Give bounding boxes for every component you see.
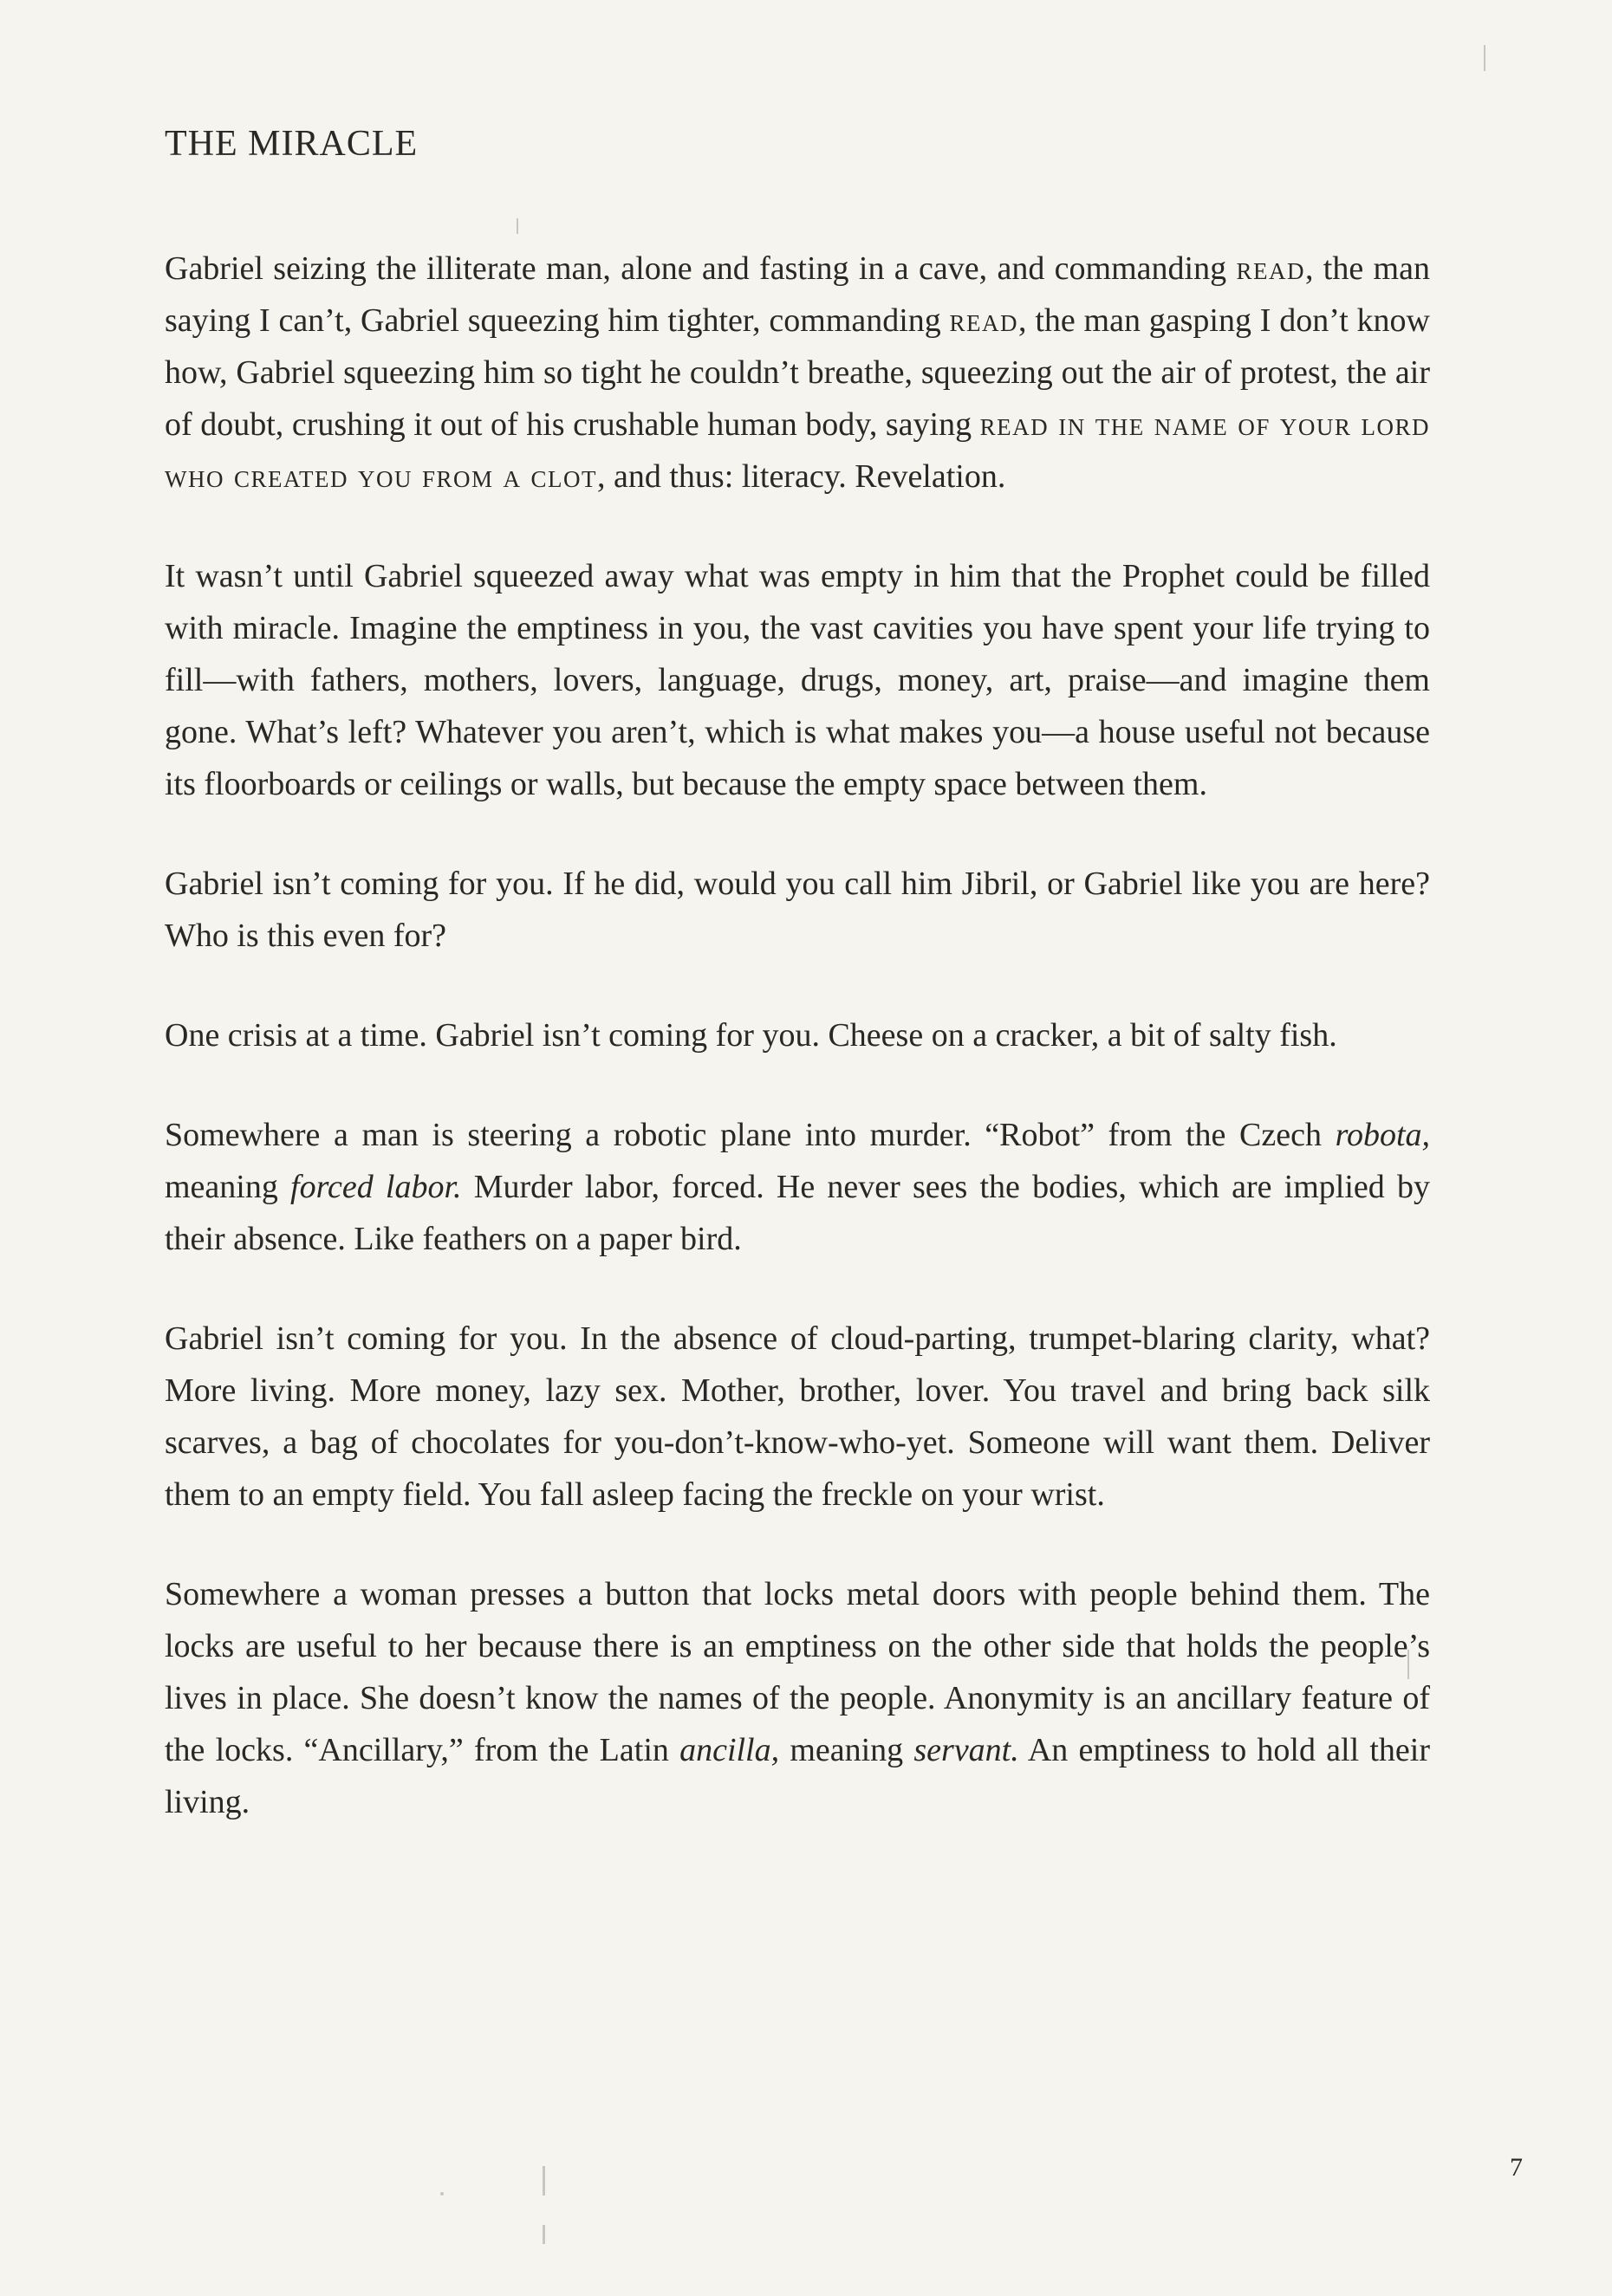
scan-speck — [1484, 45, 1485, 71]
text-run: Gabriel isn’t coming for you. If he did, would you call him Jibril, or Gabriel like you are here? Who is this even for? — [165, 866, 1430, 954]
text-run: It wasn’t until Gabriel squeezed away what was empty in him that the Prophet could be filled with miracle. Imagine the emptiness in you, the vast cavities you have spent your life trying to fill—with fathers, mothers, lovers, language, drugs, money, art, praise—and imagine them gone. What’s left? Whatever you aren’t, which is what makes you—a house useful not because its floorboards or ceilings or walls, but because the empty space between them. — [165, 558, 1430, 802]
scan-speck — [440, 2192, 444, 2195]
italic-text: forced labor. — [290, 1169, 462, 1205]
text-run: An emptiness to hold all their living. — [165, 1732, 1430, 1820]
text-run: Murder labor, forced. He never sees the bodies, which are implied by their absence. Like feathers on a paper bird. — [165, 1169, 1430, 1257]
paragraph — [165, 1313, 1430, 1521]
italic-text: robota, — [1335, 1117, 1430, 1153]
body-text — [165, 243, 1430, 1876]
page-number: 7 — [1510, 2153, 1523, 2182]
text-run: , the man saying I can’t, Gabriel squeezing him tighter, commanding — [165, 250, 1430, 339]
text-run: Somewhere a man is steering a robotic plane into murder. “Robot” from the Czech — [165, 1117, 1336, 1153]
text-run: , and thus: literacy. Revelation. — [597, 458, 1006, 495]
scan-speck — [543, 2166, 545, 2195]
small-caps-text: read — [1236, 250, 1305, 287]
text-run: meaning — [779, 1732, 914, 1768]
small-caps-text: read — [949, 302, 1019, 339]
paragraph — [165, 243, 1430, 503]
small-caps-text: read in the name of your lord who created you from a clot — [165, 406, 1430, 495]
scan-speck — [543, 2225, 545, 2244]
scan-speck — [517, 218, 518, 234]
paragraph — [165, 550, 1430, 810]
italic-text: ancilla, — [679, 1732, 780, 1768]
text-run: meaning — [165, 1169, 291, 1205]
text-run: One crisis at a time. Gabriel isn’t coming for you. Cheese on a cracker, a bit of salty fish. — [165, 1017, 1337, 1054]
paragraph — [165, 1109, 1430, 1265]
text-run: , the man gasping I don’t know how, Gabriel squeezing him so tight he couldn’t breathe, squeezing out the air of protest, the air of doubt, crushing it out of his crushable human body, saying — [165, 302, 1430, 443]
chapter-title: THE MIRACLE — [165, 124, 419, 164]
text-run: Somewhere a woman presses a button that locks metal doors with people behind them. The locks are useful to her because there is an emptiness on the other side that holds the people’s lives in place. She doesn’t know the names of the people. Anonymity is an ancillary feature of the locks. “Ancillary,” from the Latin — [165, 1576, 1430, 1768]
italic-text: servant. — [913, 1732, 1019, 1768]
text-run: Gabriel seizing the illiterate man, alone and fasting in a cave, and commanding — [165, 250, 1237, 287]
paragraph — [165, 1568, 1430, 1828]
paragraph — [165, 858, 1430, 962]
text-run: Gabriel isn’t coming for you. In the absence of cloud-parting, trumpet-blaring clarity, what? More living. More money, lazy sex. Mother, brother, lover. You travel and bring back silk scarves, a bag of chocolates for you-don’t-know-who-yet. Someone will want them. Deliver them to an empty field. You fall asleep facing the freckle on your wrist. — [165, 1320, 1430, 1513]
paragraph — [165, 1009, 1430, 1061]
